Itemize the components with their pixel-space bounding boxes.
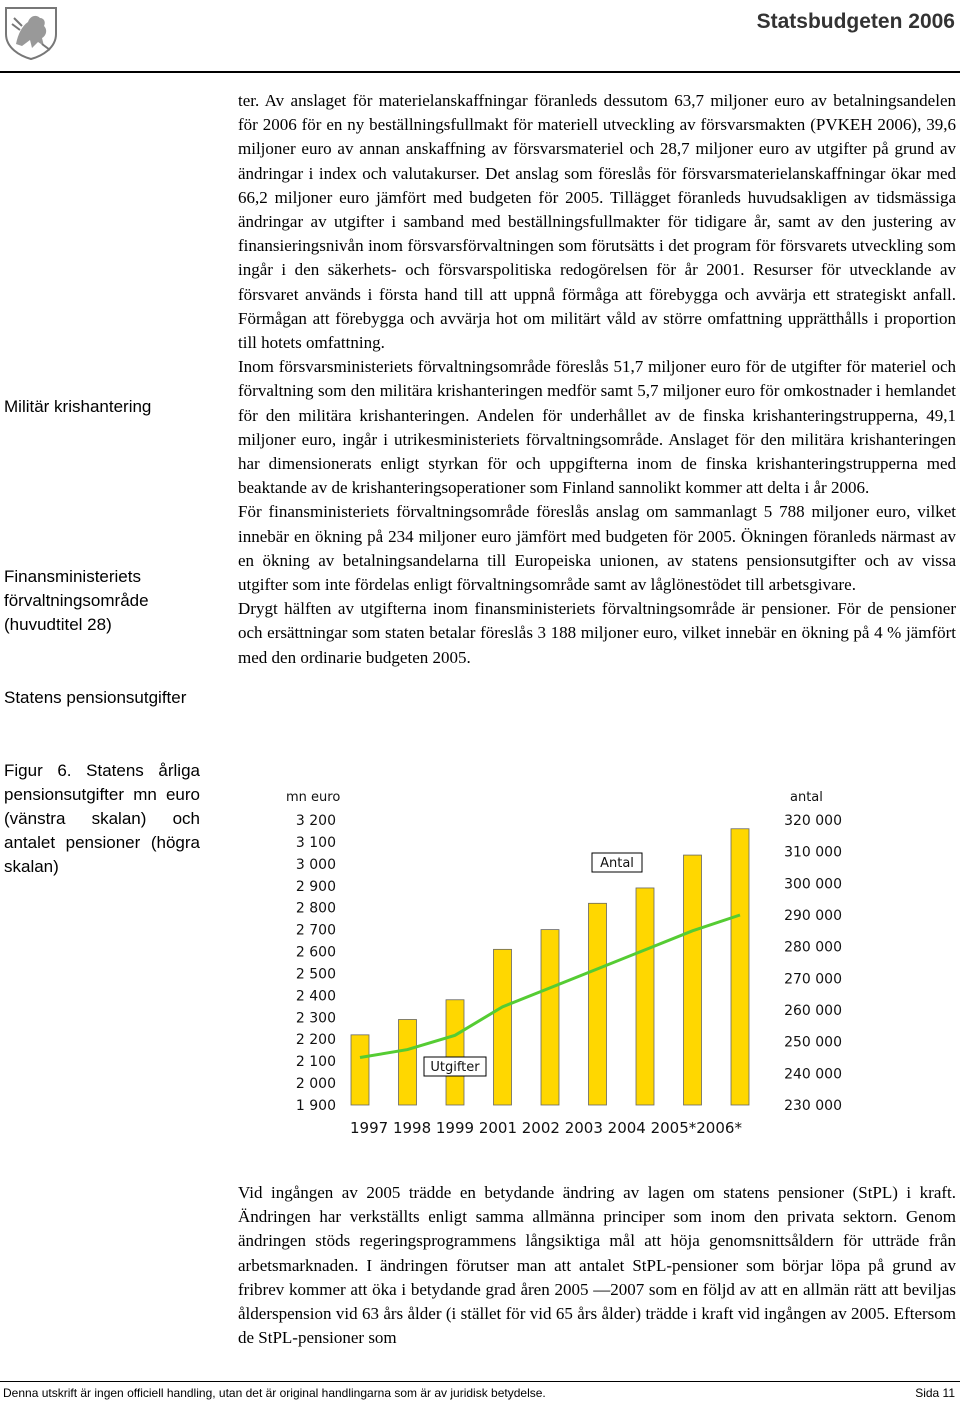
bar-1998 bbox=[399, 1020, 417, 1106]
y-tick-right: 250 000 bbox=[784, 1034, 842, 1051]
series-label-utgifter-text: Utgifter bbox=[430, 1060, 480, 1075]
y-tick-right: 260 000 bbox=[784, 1003, 842, 1019]
pension-chart bbox=[270, 775, 870, 1145]
paragraph-stpl-change: Vid ingången av 2005 trädde en betydande ändring av lagen om statens pensioner (StPL) i kraft. Ändringen har verkställts enligt samma allmänna principer som inom den privata sektorn. Genom ändringen stöds regeringsprogrammens långsiktiga mål att höja genomsnittsåldern för utträde från arbetsmarknaden. I ändringen förutser man att antalet StPL-pensioner som börjar löpa på grund av fribrev kommer att öka i betydande grad åren 2005 —2007 som en följd av att en allmän rätt att beviljas ålderspension vid 63 års ålder (i stället för vid 65 års ålder) trädde i kraft vid ingången av 2005. Eftersom de StPL-pensioner som bbox=[238, 1183, 956, 1348]
bar-1999 bbox=[446, 1000, 464, 1105]
y-tick-right: 310 000 bbox=[784, 844, 842, 861]
y-tick-left: 2 000 bbox=[295, 1076, 336, 1093]
margin-note-pensions: Statens pensionsutgifter bbox=[4, 688, 187, 707]
main-text-bottom bbox=[238, 1181, 956, 1350]
series-label-antal-text: Antal bbox=[600, 856, 634, 871]
y-tick-left: 1 900 bbox=[295, 1098, 336, 1114]
page-number: Sida 11 bbox=[915, 1386, 955, 1400]
y-tick-left: 2 900 bbox=[295, 878, 336, 895]
bar-2003 bbox=[589, 903, 607, 1105]
y-axis-right-ticks bbox=[784, 813, 842, 1114]
y-tick-left: 2 100 bbox=[295, 1054, 336, 1071]
y-tick-left: 3 100 bbox=[295, 834, 336, 851]
y-tick-left: 2 600 bbox=[295, 944, 336, 961]
bar-2006* bbox=[731, 829, 749, 1105]
bar-2001 bbox=[494, 949, 512, 1105]
bar-1997 bbox=[351, 1035, 369, 1105]
y-axis-left-ticks bbox=[296, 813, 336, 1114]
y-axis-label-left: mn euro bbox=[286, 790, 341, 805]
y-tick-left: 2 300 bbox=[295, 1010, 336, 1027]
y-tick-left: 2 200 bbox=[295, 1032, 336, 1049]
bar-2002 bbox=[541, 930, 559, 1105]
series-label-utgifter bbox=[424, 1057, 486, 1076]
header-rule bbox=[0, 71, 960, 73]
y-tick-left: 2 400 bbox=[295, 988, 336, 1005]
y-tick-left: 2 500 bbox=[295, 966, 336, 983]
y-tick-right: 230 000 bbox=[784, 1098, 842, 1114]
series-label-antal bbox=[592, 853, 642, 872]
y-tick-right: 280 000 bbox=[784, 939, 842, 956]
y-tick-right: 290 000 bbox=[784, 908, 842, 924]
footer-rule bbox=[0, 1381, 960, 1382]
bar-2005* bbox=[684, 855, 702, 1105]
y-tick-right: 300 000 bbox=[784, 876, 842, 893]
lion-coat-of-arms-icon bbox=[2, 4, 60, 60]
bar-2004 bbox=[636, 888, 654, 1105]
y-tick-right: 240 000 bbox=[784, 1066, 842, 1083]
paragraph-defense-materiel: ter. Av anslaget för materielanskaffningar föranleds dessutom 63,7 miljoner euro av betalningsandelen för 2006 för en ny beställningsfullmakt för materiell utveckling av försvarsmakten (PVKEH 2006), 39,6 miljoner euro av annan anskaffning av försvarsmateriel och 28,7 miljoner euro av utgifter på grund av ändringar i index och valutakurser. Det anslag som föreslås för försvarsmaterielanskaffningar ökar med 66,2 miljoner euro jämfört med budgeten för 2005. Tillägget föranleds huvudsakligen av tidsmässiga ändringar av utgifter i samband med beställningsfullmakter för tidigare år, samt av den justering av finansieringsnivån inom försvarsförvaltningen som förutsätts i det program för försvarets utveckling som ingår i den säkerhets- och försvarspolitiska redogörelsen för år 2001. Resurser för utvecklande av försvaret används i första hand till att uppnå förmåga att förebygga och avvärja ett strategiskt anfall. Förmågan att förebygga och avvärja hot om militärt våld av större omfattning upprätthålls i proportion till hotets omfattning. bbox=[238, 91, 956, 353]
paragraph-pensions: Drygt hälften av utgifterna inom finansministeriets förvaltningsområde är pensioner. För de pensioner och ersättningar som staten betalar föreslås 3 188 miljoner euro, vilket innebär en ökning på 4 % jämfört med den ordinarie budgeten 2005. bbox=[238, 599, 956, 667]
footer-disclaimer: Denna utskrift är ingen officiell handling, utan det är original handlingarna som är av juridisk betydelse. bbox=[3, 1386, 546, 1400]
y-tick-left: 2 700 bbox=[295, 922, 336, 939]
y-tick-left: 3 200 bbox=[295, 813, 336, 829]
expenditure-bars bbox=[351, 829, 749, 1105]
document-title: Statsbudgeten 2006 bbox=[756, 10, 955, 33]
x-axis-tick-labels: 1997 1998 1999 2001 2002 2003 2004 2005*2006* bbox=[350, 1119, 742, 1137]
y-tick-left: 2 800 bbox=[295, 900, 336, 917]
pension-chart-svg bbox=[270, 775, 870, 1145]
margin-note-finance-ministry: Finansministeriets förvaltningsområde (huvudtitel 28) bbox=[4, 567, 149, 634]
y-tick-right: 270 000 bbox=[784, 971, 842, 988]
page-header bbox=[0, 0, 960, 72]
figure-caption: Figur 6. Statens årliga pensionsutgifter mn euro (vänstra skalan) och antalet pensioner (högra skalan) bbox=[4, 761, 200, 876]
y-axis-label-right: antal bbox=[790, 790, 823, 805]
y-tick-right: 320 000 bbox=[784, 813, 842, 829]
main-text-top bbox=[238, 89, 956, 670]
paragraph-military-crisis: Inom försvarsministeriets förvaltningsområde föreslås 51,7 miljoner euro för de utgifter för materiel och förvaltning som den militära krishanteringen medför samt 5,7 miljoner euro för omkostnader i hemlandet för den militära krishanteringen. Andelen för underhållet av de finska krishanteringstrupperna, 49,1 miljoner euro, ingår i utrikesministeriets förvaltningsområde. Anslaget för den militära krishanteringen har dimensionerats enligt styrkan för och uppgifterna inom de finska krishanteringstrupperna med beaktande av de krishanteringsoperationer som Finland sannolikt kommer att delta i år 2006. bbox=[238, 357, 956, 498]
margin-note-military: Militär krishantering bbox=[4, 397, 152, 416]
y-tick-left: 3 000 bbox=[295, 856, 336, 873]
paragraph-finance-ministry: För finansministeriets förvaltningsområde föreslås anslag om sammanlagt 5 788 miljoner euro, vilket innebär en ökning på 234 miljoner euro jämfört med budgeten för 2005. Ökningen föranleds närmast av en ökning av betalningsandelarna till Europeiska unionen, av statens pensionsutgifter och av vissa utgifter som inte fördelas enligt förvaltningsområde samt av låglönestödet till arbetsgivare. bbox=[238, 502, 956, 595]
